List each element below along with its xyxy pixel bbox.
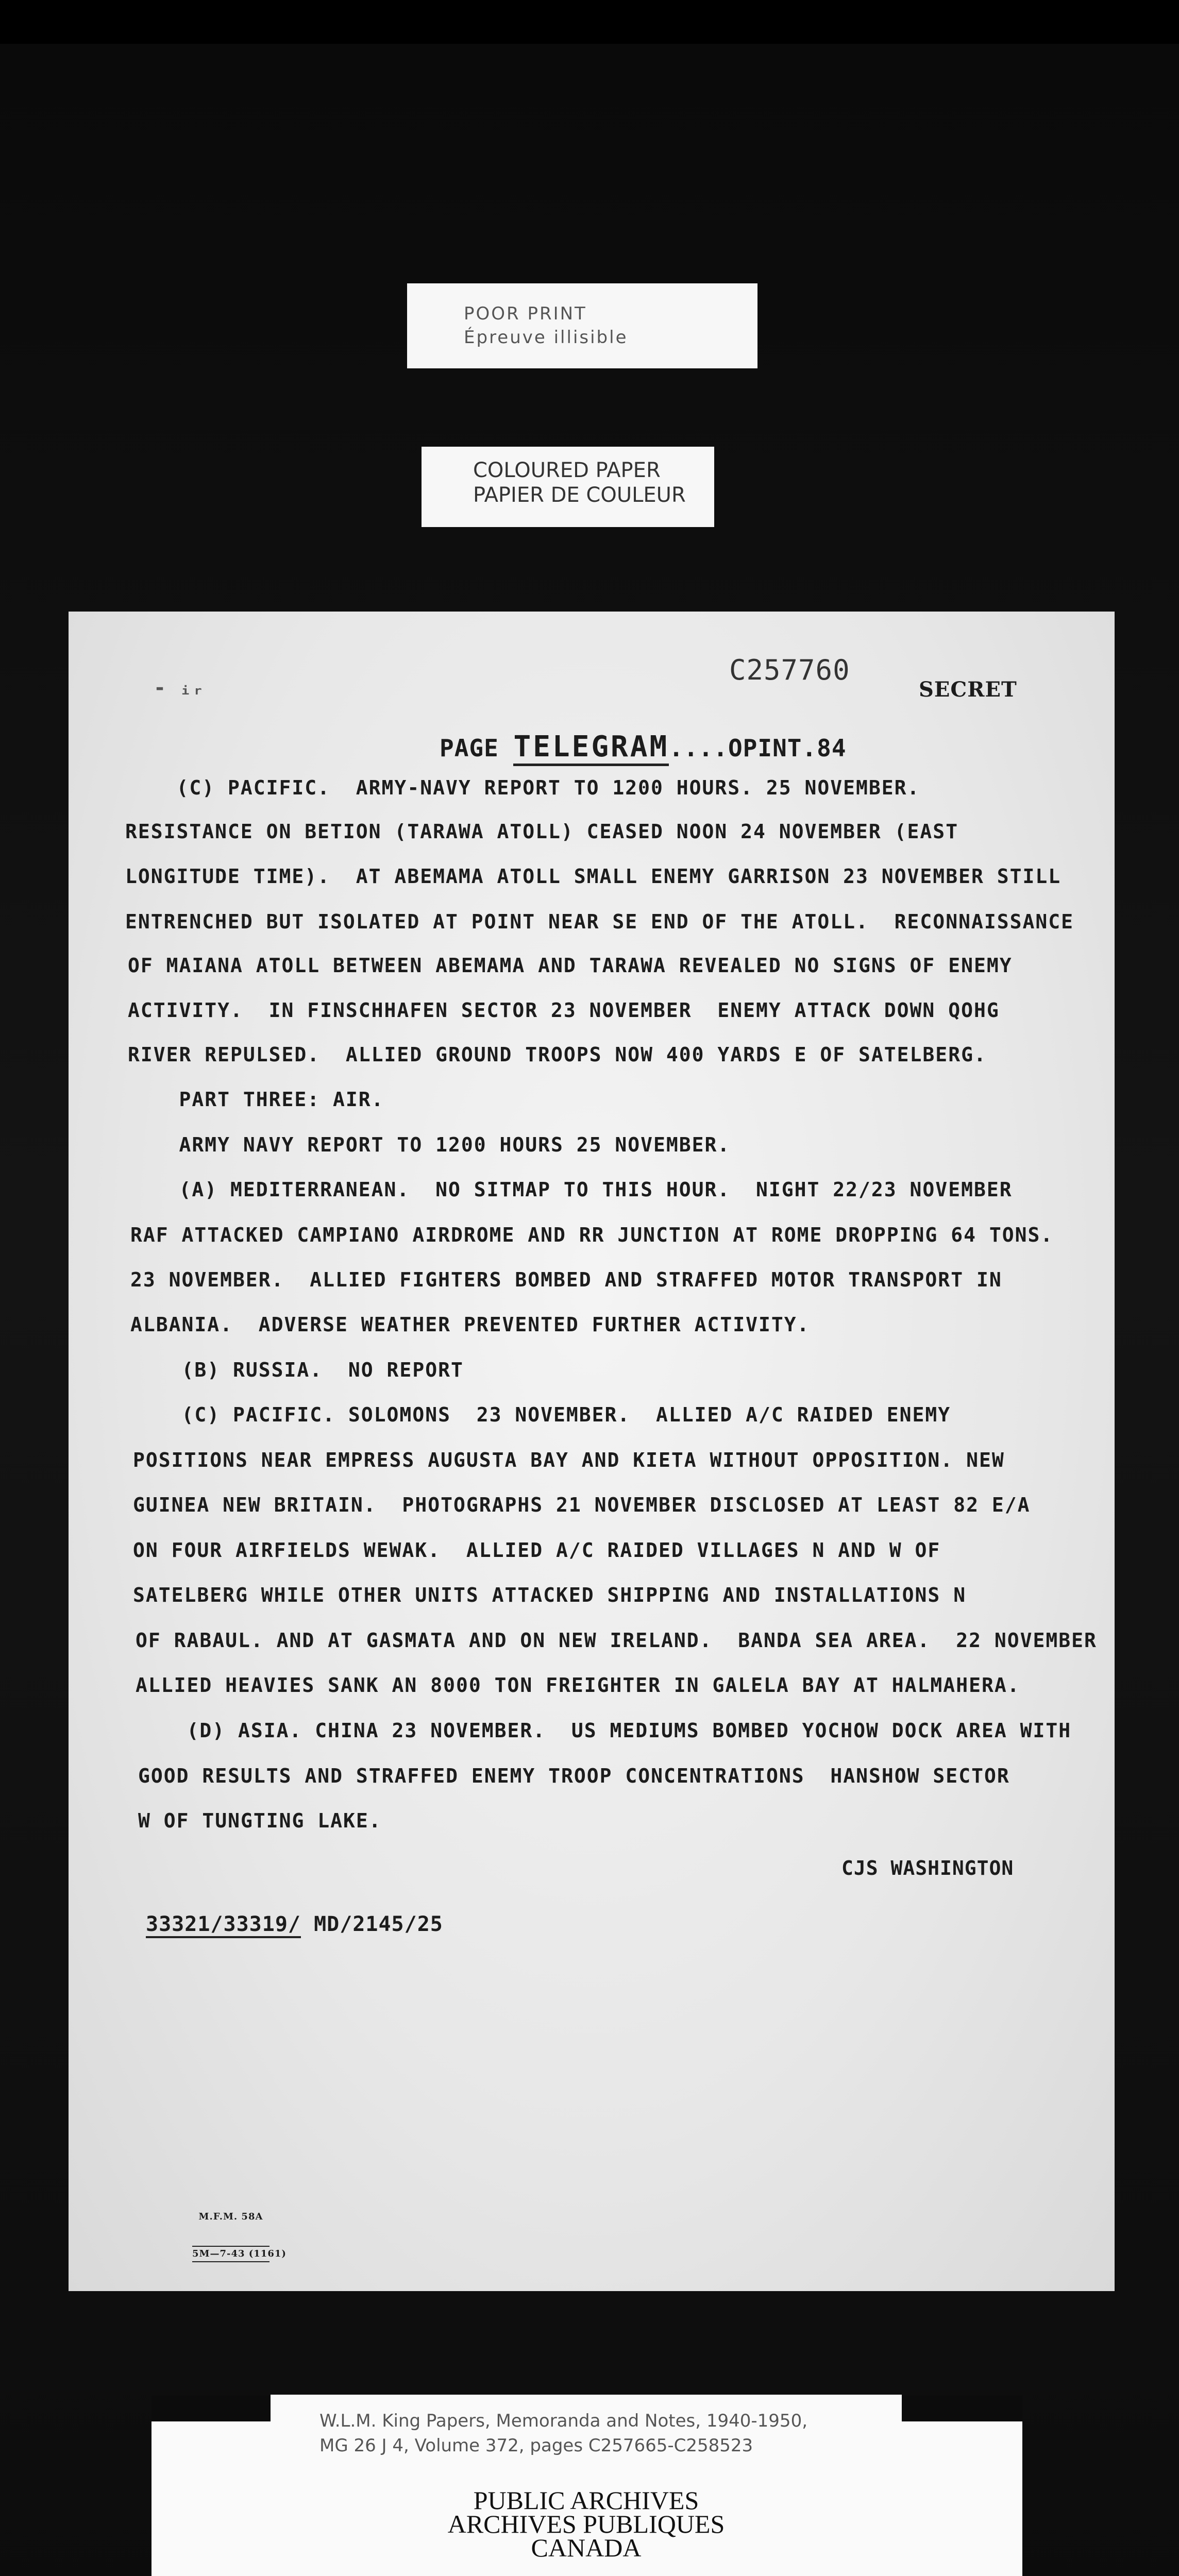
file-ref-numbers: 33321/33319/ [146, 1912, 301, 1938]
body-line: (D) ASIA. CHINA 23 NOVEMBER. US MEDIUMS BOMBED YOCHOW DOCK AREA WITH [136, 1719, 1072, 1742]
sender-signature: CJS WASHINGTON [841, 1857, 1014, 1879]
page-header-suffix: ....OPINT.84 [669, 734, 847, 762]
document-number: C257760 [729, 654, 850, 686]
file-ref-code: MD/2145/25 [300, 1912, 443, 1936]
body-line: 23 NOVEMBER. ALLIED FIGHTERS BOMBED AND STRAFFED MOTOR TRANSPORT IN [130, 1268, 1002, 1291]
file-reference [146, 1912, 443, 1936]
document-mark: - ᵢᵣ [154, 676, 206, 700]
body-line: OF RABAUL. AND AT GASMATA AND ON NEW IRELAND. BANDA SEA AREA. 22 NOVEMBER [136, 1629, 1097, 1652]
body-line: SATELBERG WHILE OTHER UNITS ATTACKED SHIPPING AND INSTALLATIONS N [133, 1584, 967, 1606]
body-line: RIVER REPULSED. ALLIED GROUND TROOPS NOW 400 YARDS E OF SATELBERG. [128, 1043, 987, 1066]
body-line: (C) PACIFIC. ARMY-NAVY REPORT TO 1200 HOURS. 25 NOVEMBER. [125, 776, 920, 799]
coloured-paper-fr: PAPIER DE COULEUR [473, 483, 686, 507]
body-line: (C) PACIFIC. SOLOMONS 23 NOVEMBER. ALLIED A/C RAIDED ENEMY [130, 1403, 951, 1426]
body-line: GOOD RESULTS AND STRAFFED ENEMY TROOP CONCENTRATIONS HANSHOW SECTOR [138, 1765, 1010, 1787]
form-code-line: M.F.M. 58A [198, 2211, 263, 2222]
citation-line: MG 26 J 4, Volume 372, pages C257665-C258523 [319, 2435, 753, 2456]
coloured-paper-label [422, 447, 714, 527]
body-line: ENTRENCHED BUT ISOLATED AT POINT NEAR SE END OF THE ATOLL. RECONNAISSANCE [125, 910, 1074, 933]
archive-citation [319, 2409, 886, 2458]
form-code [192, 2188, 287, 2284]
poor-print-fr: Épreuve illisible [464, 327, 628, 348]
body-line: GUINEA NEW BRITAIN. PHOTOGRAPHS 21 NOVEMBER DISCLOSED AT LEAST 82 E/A [133, 1494, 1031, 1516]
archive-name-line: ARCHIVES PUBLIQUES [447, 2510, 725, 2538]
poor-print-label [407, 283, 757, 368]
body-line: ON FOUR AIRFIELDS WEWAK. ALLIED A/C RAIDED VILLAGES N AND W OF [133, 1539, 941, 1562]
body-line: LONGITUDE TIME). AT ABEMAMA ATOLL SMALL ENEMY GARRISON 23 NOVEMBER STILL [125, 865, 1062, 888]
body-line: POSITIONS NEAR EMPRESS AUGUSTA BAY AND KIETA WITHOUT OPPOSITION. NEW [133, 1449, 1005, 1471]
telegram-title: TELEGRAM [513, 730, 669, 766]
page-header-prefix: PAGE [440, 734, 499, 762]
body-line: W OF TUNGTING LAKE. [138, 1809, 382, 1832]
archive-name-line: CANADA [531, 2533, 642, 2562]
archive-name-line: PUBLIC ARCHIVES [473, 2486, 699, 2515]
telegram-document [69, 612, 1115, 2291]
body-line: RAF ATTACKED CAMPIANO AIRDROME AND RR JUNCTION AT ROME DROPPING 64 TONS. [130, 1224, 1054, 1246]
citation-line: W.L.M. King Papers, Memoranda and Notes, 1940-1950, [319, 2411, 808, 2431]
page-header [440, 730, 847, 766]
form-code-line: 5M—7-43 (1161) [192, 2246, 270, 2262]
body-line: OF MAIANA ATOLL BETWEEN ABEMAMA AND TARAWA REVEALED NO SIGNS OF ENEMY [128, 954, 1013, 977]
archive-name [271, 2488, 902, 2560]
body-line: (A) MEDITERRANEAN. NO SITMAP TO THIS HOUR. NIGHT 22/23 NOVEMBER [128, 1178, 1013, 1201]
body-line: ACTIVITY. IN FINSCHHAFEN SECTOR 23 NOVEMBER ENEMY ATTACK DOWN QOHG [128, 999, 1000, 1022]
body-line: ARMY NAVY REPORT TO 1200 HOURS 25 NOVEMBER. [128, 1133, 731, 1156]
poor-print-en: POOR PRINT [464, 303, 587, 324]
body-line: ALBANIA. ADVERSE WEATHER PREVENTED FURTHER ACTIVITY. [130, 1313, 810, 1336]
classification-stamp: SECRET [919, 677, 1017, 702]
body-line: RESISTANCE ON BETION (TARAWA ATOLL) CEASED NOON 24 NOVEMBER (EAST [125, 820, 959, 843]
body-line: (B) RUSSIA. NO REPORT [130, 1359, 464, 1381]
coloured-paper-en: COLOURED PAPER [473, 459, 661, 482]
part-three-heading: PART THREE: AIR. [128, 1088, 384, 1111]
body-line: ALLIED HEAVIES SANK AN 8000 TON FREIGHTER IN GALELA BAY AT HALMAHERA. [136, 1674, 1020, 1697]
